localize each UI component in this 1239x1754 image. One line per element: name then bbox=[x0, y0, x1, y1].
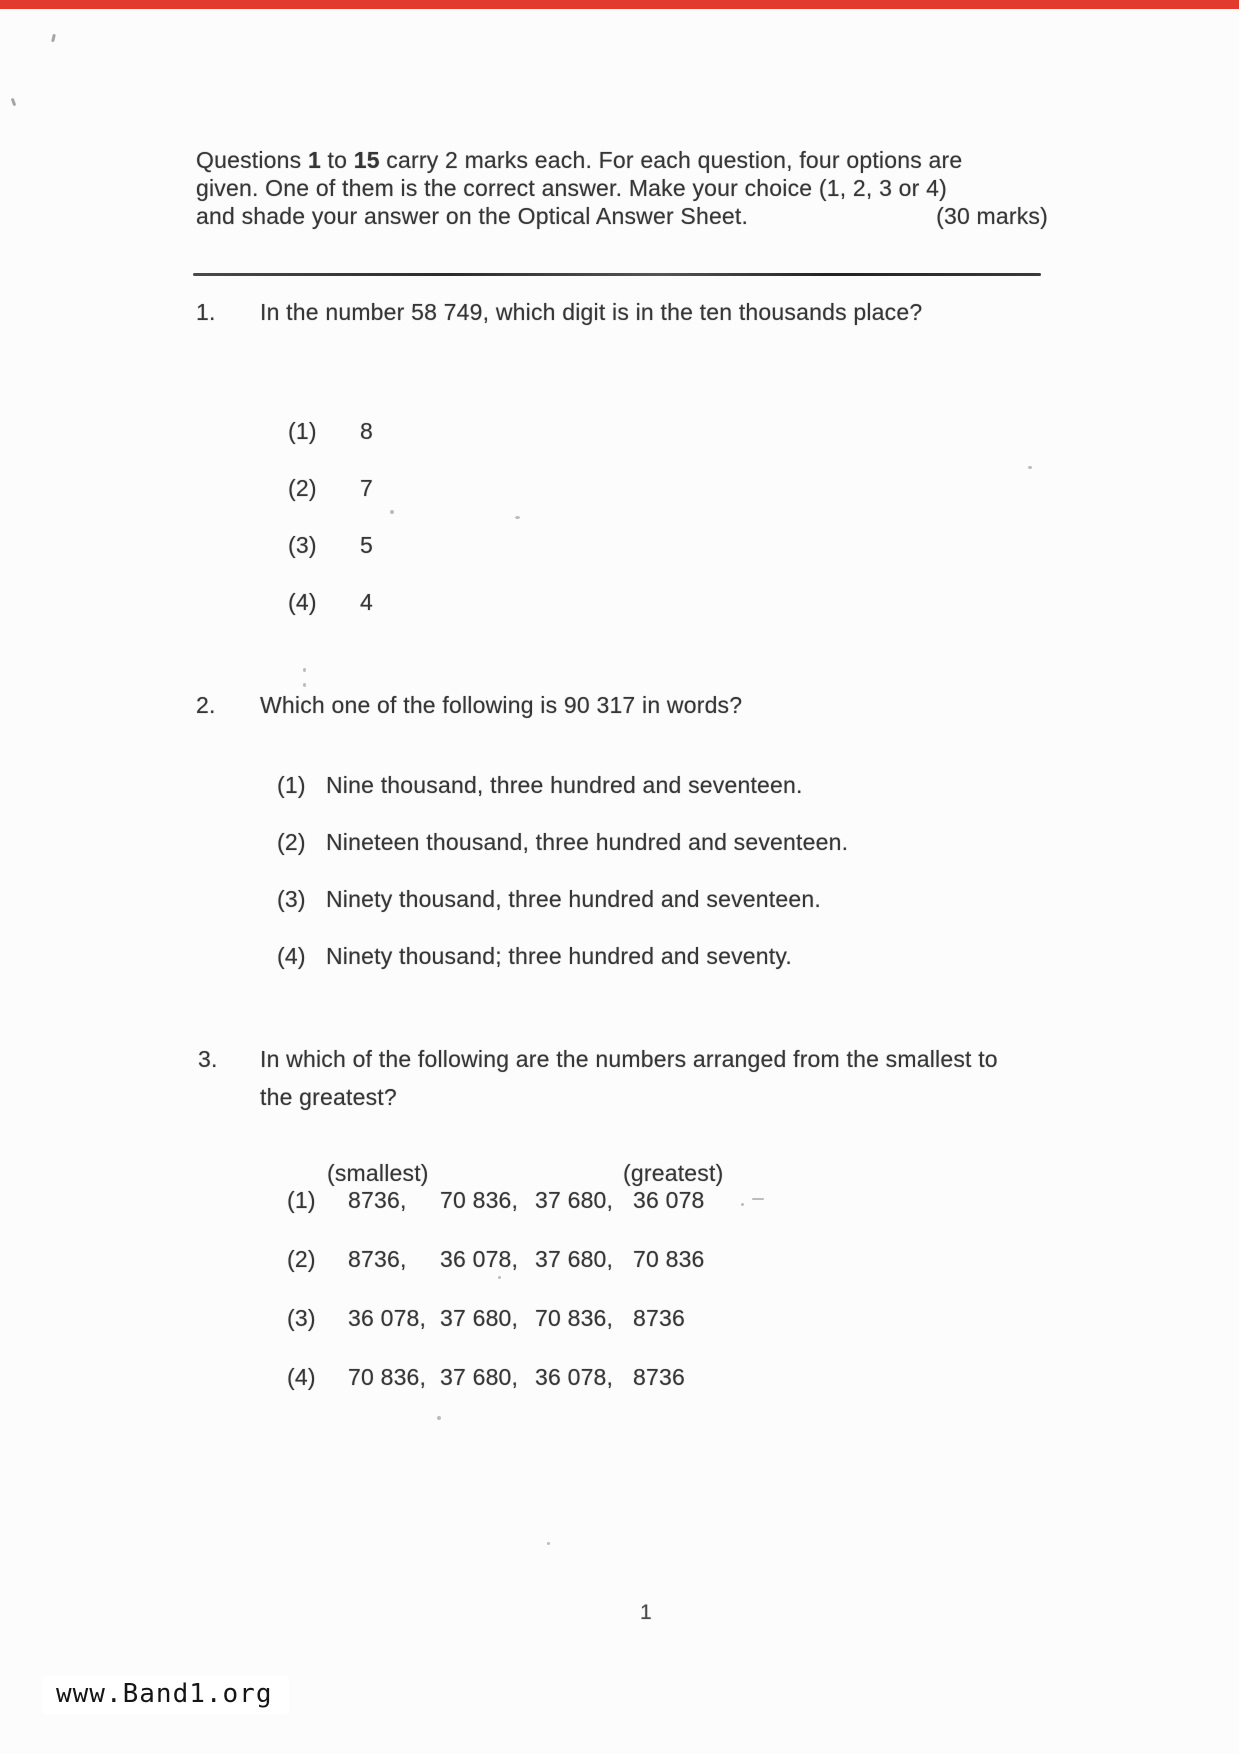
table-cell: 70 836 bbox=[633, 1246, 705, 1272]
option-label: (2) bbox=[277, 829, 306, 855]
scan-speck bbox=[11, 98, 17, 107]
smallest-column-label: (smallest) bbox=[327, 1160, 429, 1186]
option-row bbox=[288, 475, 373, 502]
option-row bbox=[277, 886, 848, 913]
option-value: 4 bbox=[360, 589, 373, 615]
scan-speck bbox=[303, 683, 306, 687]
table-cell: 70 836, bbox=[440, 1187, 519, 1213]
table-row bbox=[287, 1246, 705, 1273]
table-cell: 37 680, bbox=[535, 1187, 614, 1213]
option-row bbox=[288, 589, 373, 616]
top-red-bar bbox=[0, 0, 1239, 9]
option-value: Nine thousand, three hundred and seventeen. bbox=[326, 772, 803, 798]
option-label: (3) bbox=[288, 532, 317, 558]
table-cell: 36 078, bbox=[348, 1305, 427, 1331]
scan-speck bbox=[1028, 466, 1032, 469]
question-2-options bbox=[277, 772, 848, 1000]
page-number: 1 bbox=[640, 1601, 652, 1624]
table-cell: 8736 bbox=[633, 1364, 685, 1390]
option-label: (4) bbox=[287, 1364, 316, 1390]
table-cell: 37 680, bbox=[440, 1305, 519, 1331]
option-row bbox=[277, 943, 848, 970]
table-cell: 70 836, bbox=[348, 1364, 427, 1390]
option-label: (1) bbox=[287, 1187, 316, 1213]
table-cell: 8736, bbox=[348, 1246, 407, 1272]
option-label: (3) bbox=[287, 1305, 316, 1331]
option-value: Ninety thousand; three hundred and seventy. bbox=[326, 943, 792, 969]
table-cell: 36 078 bbox=[633, 1187, 705, 1213]
scan-speck bbox=[303, 668, 306, 672]
scan-speck bbox=[752, 1198, 764, 1200]
question-3-text-line-1: In which of the following are the numbers arranged from the smallest to bbox=[260, 1046, 998, 1072]
option-label: (2) bbox=[287, 1246, 316, 1272]
greatest-column-label: (greatest) bbox=[623, 1160, 724, 1186]
question-3-text bbox=[260, 1046, 998, 1122]
instructions-line-3-text: and shade your answer on the Optical Answer Sheet. bbox=[196, 203, 749, 229]
section-divider-line bbox=[193, 273, 1041, 276]
table-header-row bbox=[287, 1160, 724, 1187]
question-2-number: 2. bbox=[196, 692, 216, 718]
option-row bbox=[288, 532, 373, 559]
instructions-line-1: Questions 1 to 15 carry 2 marks each. For each question, four options are bbox=[196, 147, 963, 173]
option-label: (1) bbox=[288, 418, 317, 444]
option-label: (4) bbox=[277, 943, 306, 969]
scan-speck bbox=[741, 1203, 744, 1206]
question-3-text-line-2: the greatest? bbox=[260, 1084, 397, 1110]
table-cell: 8736 bbox=[633, 1305, 685, 1331]
question-1-text: In the number 58 749, which digit is in the ten thousands place? bbox=[260, 299, 923, 325]
option-row bbox=[277, 772, 848, 799]
instructions-line-2: given. One of them is the correct answer. Make your choice (1, 2, 3 or 4) bbox=[196, 175, 947, 201]
question-3-number: 3. bbox=[198, 1046, 218, 1072]
option-label: (1) bbox=[277, 772, 306, 798]
marks-label: (30 marks) bbox=[936, 203, 1048, 229]
question-3-number-table bbox=[287, 1160, 724, 1423]
option-label: (2) bbox=[288, 475, 317, 501]
table-row bbox=[287, 1305, 705, 1332]
table-cell: 36 078, bbox=[440, 1246, 519, 1272]
option-value: 5 bbox=[360, 532, 373, 558]
watermark-url: www.Band1.org bbox=[42, 1676, 289, 1714]
scan-speck bbox=[515, 516, 520, 519]
scan-speck bbox=[547, 1542, 550, 1545]
table-row bbox=[287, 1187, 705, 1214]
option-value: 8 bbox=[360, 418, 373, 444]
scan-speck bbox=[51, 34, 56, 42]
option-row bbox=[277, 829, 848, 856]
option-row bbox=[288, 418, 373, 445]
option-value: Nineteen thousand, three hundred and seventeen. bbox=[326, 829, 849, 855]
table-cell: 8736, bbox=[348, 1187, 407, 1213]
scan-speck bbox=[390, 510, 394, 514]
option-value: 7 bbox=[360, 475, 373, 501]
table-row bbox=[287, 1364, 705, 1391]
question-2-text: Which one of the following is 90 317 in words? bbox=[260, 692, 743, 718]
question-1-number: 1. bbox=[196, 299, 216, 325]
table-cell: 36 078, bbox=[535, 1364, 614, 1390]
option-label: (3) bbox=[277, 886, 306, 912]
option-label: (4) bbox=[288, 589, 317, 615]
table-cell: 37 680, bbox=[535, 1246, 614, 1272]
table-cell: 70 836, bbox=[535, 1305, 614, 1331]
question-1-options bbox=[288, 418, 373, 646]
option-value: Ninety thousand, three hundred and seventeen. bbox=[326, 886, 821, 912]
table-cell: 37 680, bbox=[440, 1364, 519, 1390]
instructions-block bbox=[196, 146, 1048, 230]
instructions-line-3 bbox=[196, 202, 1048, 230]
